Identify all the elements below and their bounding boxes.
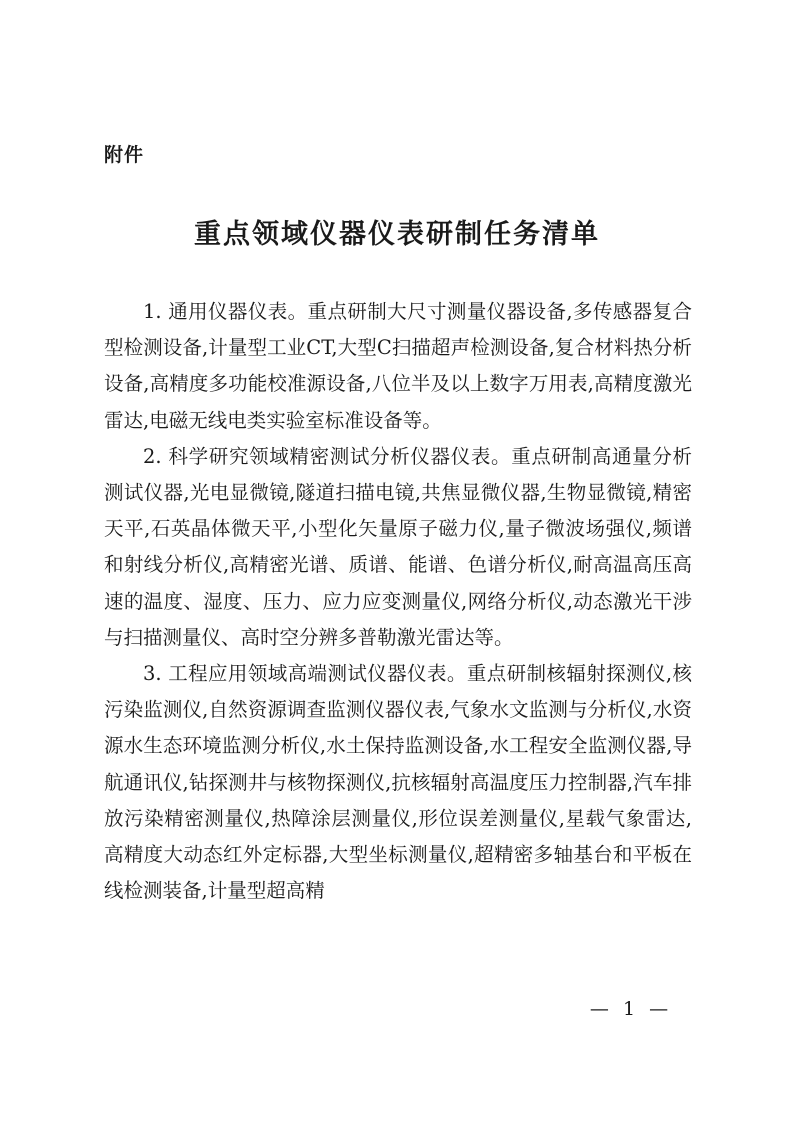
page-number: — 1 — <box>589 998 673 1020</box>
attachment-label: 附件 <box>104 144 145 166</box>
paragraph-engineering-instruments: 3. 工程应用领域高端测试仪器仪表。重点研制核辐射探测仪,核污染监测仪,自然资源调查监测仪器仪表,气象水文监测与分析仪,水资源水生态环境监测分析仪,水土保持监测设备,水工程安全监测仪器,导航通讯仪,钻探测井与核物探测仪,抗核辐射高温度压力控制器,汽车排放污染精密测量仪,热障涂层测量仪,形位误差测量仪,星载气象雷达,高精度大动态红外定标器,大型坐标测量仪,超精密多轴基台和平板在线检测装备,计量型超高精 <box>104 662 692 903</box>
document-title: 重点领域仪器仪表研制任务清单 <box>194 219 600 250</box>
document-body <box>104 294 692 909</box>
paragraph-scientific-research-instruments: 2. 科学研究领域精密测试分析仪器仪表。重点研制高通量分析测试仪器,光电显微镜,隧道扫描电镜,共焦显微仪器,生物显微镜,精密天平,石英晶体微天平,小型化矢量原子磁力仪,量子微波场强仪,频谱和射线分析仪,高精密光谱、质谱、能谱、色谱分析仪,耐高温高压高速的温度、湿度、压力、应力应变测量仪,网络分析仪,动态激光干涉与扫描测量仪、高时空分辨多普勒激光雷达等。 <box>104 444 692 649</box>
paragraph-general-instruments: 1. 通用仪器仪表。重点研制大尺寸测量仪器设备,多传感器复合型检测设备,计量型工业CT,大型C扫描超声检测设备,复合材料热分析设备,高精度多功能校准源设备,八位半及以上数字万用表,高精度激光雷达,电磁无线电类实验室标准设备等。 <box>104 300 692 432</box>
